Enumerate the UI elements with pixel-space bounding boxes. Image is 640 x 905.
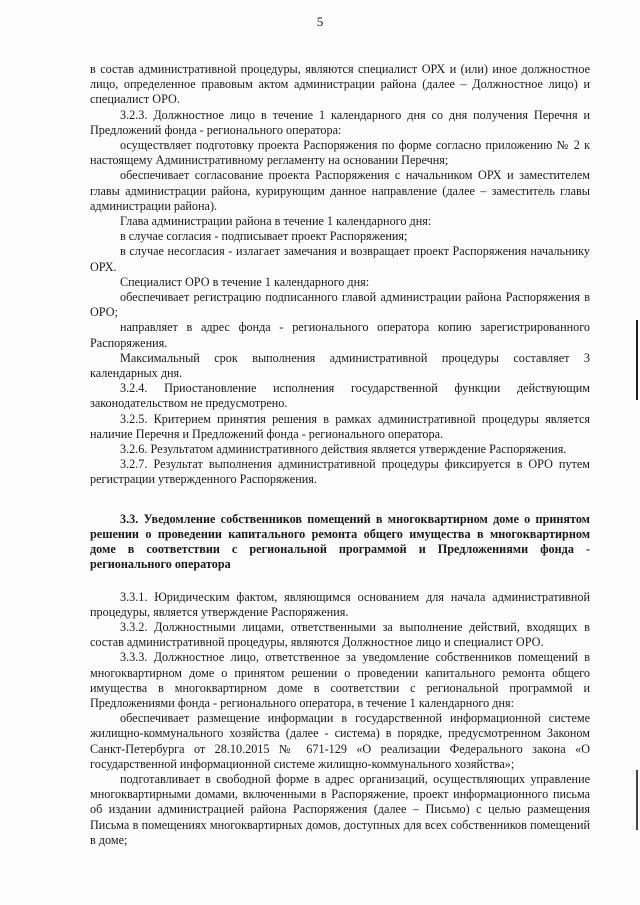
paragraph: подготавливает в свободной форме в адрес организаций, осуществляющих управление многоквартирными домами, включенными в Распоряжение, проект информационного письма об издании администрацией района Распоряжения (далее – Письмо) с целью размещения Письма в помещениях многоквартирных домов, доступных для всех собственников помещений в доме; <box>90 771 590 847</box>
paragraph: осуществляет подготовку проекта Распоряжения по форме согласно приложению № 2 к настоящему Административному регламенту на основании Перечня; <box>90 138 590 168</box>
paragraph: 3.2.6. Результатом административного действия является утверждение Распоряжения. <box>120 442 567 457</box>
paragraph: 3.2.7. Результат выполнения административной процедуры фиксируется в ОРО путем регистрации утвержденного Распоряжения. <box>90 457 590 487</box>
paragraph: Глава администрации района в течение 1 календарного дня: <box>120 214 432 229</box>
scan-edge-mark <box>636 320 638 400</box>
document-body <box>90 62 590 848</box>
paragraph: 3.3.3. Должностное лицо, ответственное за уведомление собственников помещений в многоквартирном доме о принятом решении о проведении капитального ремонта общего имущества в многоквартирном доме в соответствии с региональной программой и Предложениями фонда - регионального оператора, в течение 1 календарного дня: <box>90 650 590 710</box>
paragraph: 3.3.2. Должностными лицами, ответственными за выполнение действий, входящих в состав административной процедуры, являются Должностное лицо и специалист ОРО. <box>90 619 590 650</box>
paragraph: в случае несогласия - излагает замечания и возвращает проект Распоряжения начальнику ОРХ. <box>90 244 590 274</box>
paragraph: 3.2.3. Должностное лицо в течение 1 календарного дня со дня получения Перечня и Предложений фонда - регионального оператора: <box>90 107 590 137</box>
paragraph: обеспечивает размещение информации в государственной информационной системе жилищно-коммунального хозяйства (далее - система) в порядке, предусмотренном Законом Санкт-Петербурга от 28.10.2015 № 671-129 «О реализации Федерального закона «О государственной информационной системе жилищно-коммунального хозяйства»; <box>90 711 590 771</box>
paragraph: в случае согласия - подписывает проект Распоряжения; <box>120 229 408 244</box>
page-number: 5 <box>316 14 324 29</box>
paragraph: в состав административной процедуры, являются специалист ОРХ и (или) иное должностное лицо, определенное правовым актом администрации района (далее – Должностное лицо) и специалист ОРО. <box>90 62 590 107</box>
section-spacer <box>90 573 590 590</box>
paragraph: направляет в адрес фонда - регионального оператора копию зарегистрированного Распоряжения. <box>90 320 590 350</box>
section-heading: 3.3. Уведомление собственников помещений в многоквартирном доме о принятом решении о проведении капитального ремонта общего имущества в многоквартирном доме в соответствии с региональной программой и Предложениями фонда - регионального оператора <box>90 511 590 572</box>
section-spacer <box>90 488 590 512</box>
paragraph: 3.3.1. Юридическим фактом, являющимся основанием для начала административной процедуры, является утверждение Распоряжения. <box>90 589 590 619</box>
paragraph: обеспечивает регистрацию подписанного главой администрации района Распоряжения в ОРО; <box>90 290 590 320</box>
paragraph: Максимальный срок выполнения административной процедуры составляет 3 календарных дня. <box>90 350 590 381</box>
paragraph: Специалист ОРО в течение 1 календарного дня: <box>120 274 370 289</box>
paragraph: обеспечивает согласование проекта Распоряжения с начальником ОРХ и заместителем главы администрации района, курирующим данное направление (далее – заместитель главы администрации района). <box>90 168 590 213</box>
scan-edge-mark <box>636 770 638 830</box>
paragraph: 3.2.5. Критерием принятия решения в рамках административной процедуры является наличие Перечня и Предложений фонда - регионального оператора. <box>90 411 590 441</box>
paragraph: 3.2.4. Приостановление исполнения государственной функции действующим законодательством не предусмотрено. <box>90 381 590 411</box>
